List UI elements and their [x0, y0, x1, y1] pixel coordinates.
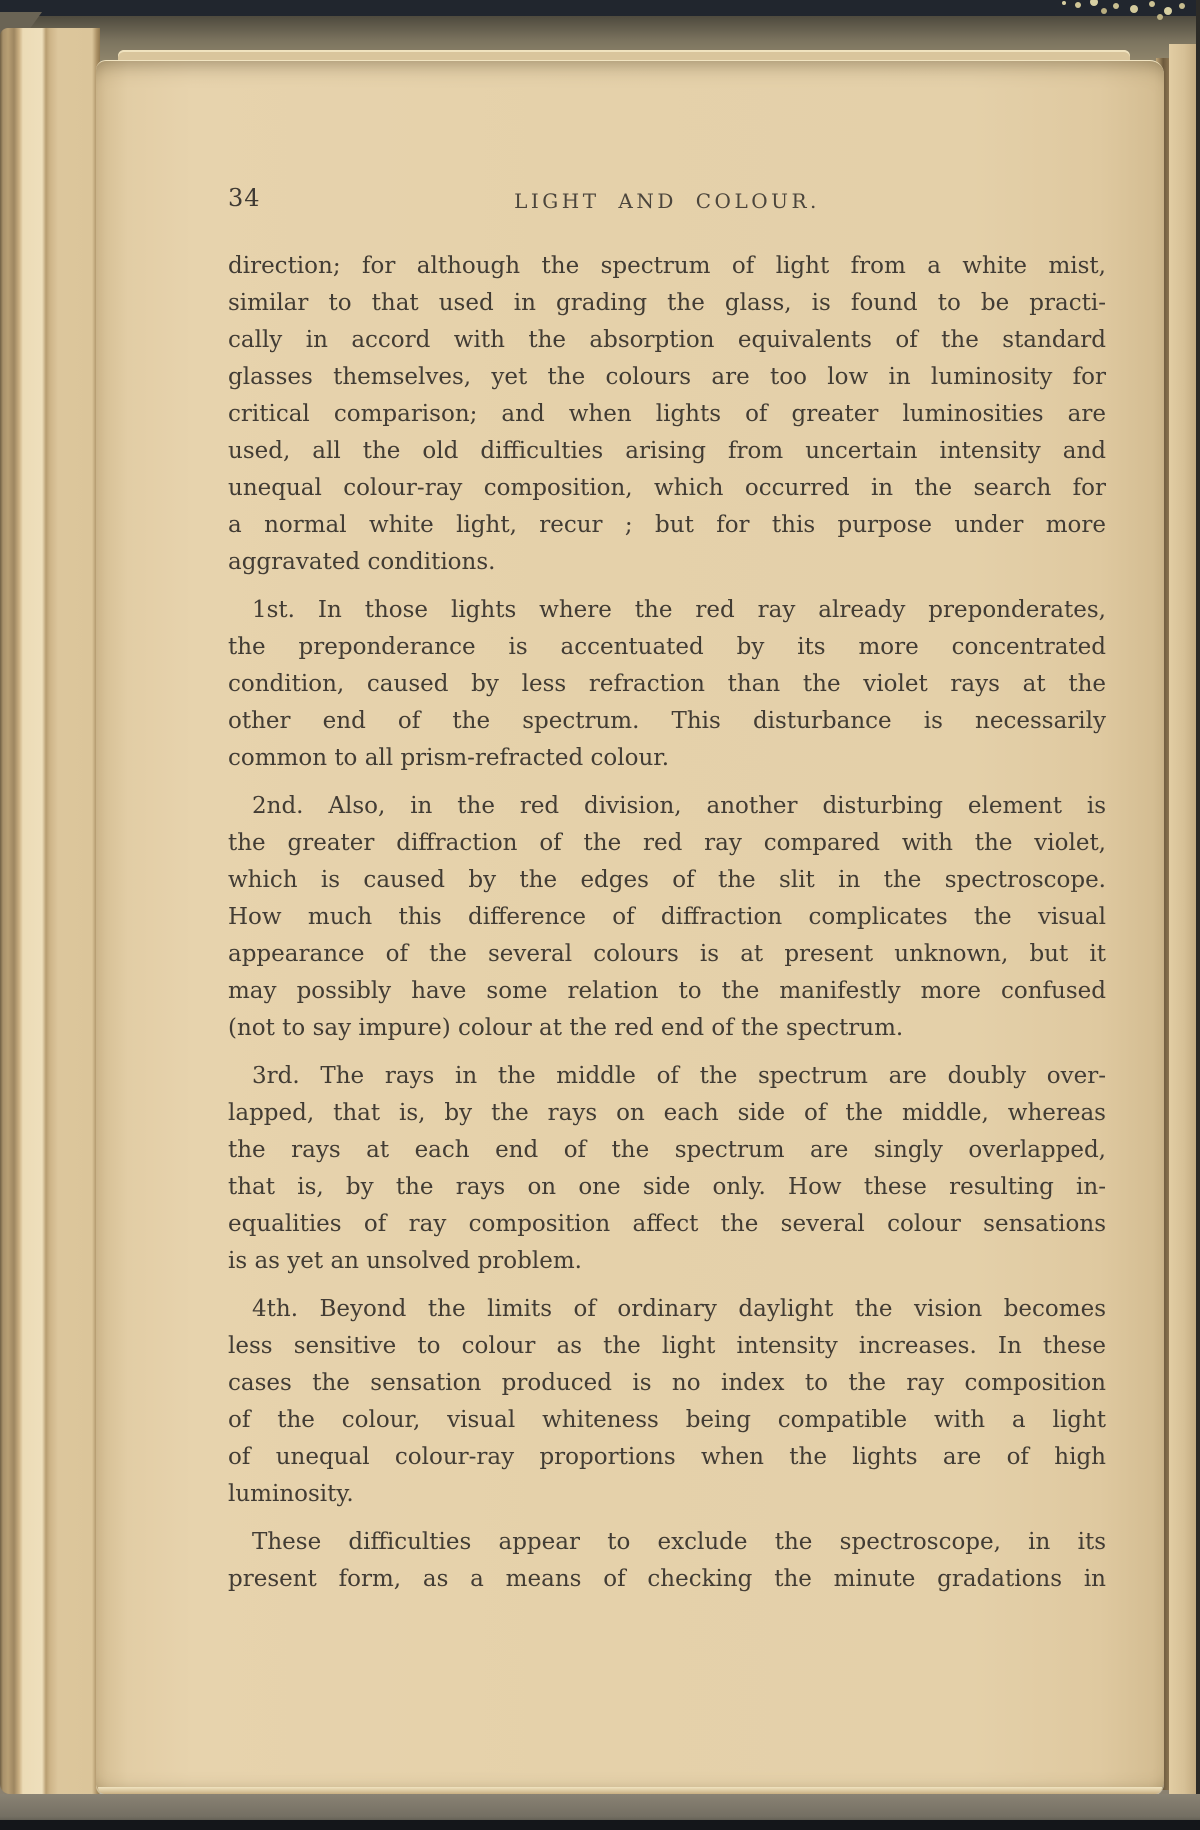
text-line: may possibly have some relation to the manifestly more confused — [228, 978, 1106, 1004]
paragraph — [228, 1058, 1106, 1280]
page-edges-left-stack — [0, 28, 100, 1794]
text-line: equalities of ray composition affect the several colour sensations — [228, 1211, 1106, 1237]
text-line: critical comparison; and when lights of greater luminosities are — [228, 401, 1106, 427]
text-line: the rays at each end of the spectrum are singly overlapped, — [228, 1137, 1106, 1163]
text-line: 3rd. The rays in the middle of the spectrum are doubly over- — [252, 1063, 1106, 1089]
text-line: condition, caused by less refraction than the violet rays at the — [228, 671, 1106, 697]
text-line: of the colour, visual whiteness being compatible with a light — [228, 1407, 1106, 1433]
text-line: luminosity. — [228, 1481, 354, 1507]
text-line: common to all prism-refracted colour. — [228, 745, 670, 771]
book-cover-bottom-edge — [0, 1820, 1200, 1830]
text-line: a normal white light, recur ; but for this purpose under more — [228, 512, 1106, 538]
text-line: the preponderance is accentuated by its more concentrated — [228, 634, 1106, 660]
paragraph — [228, 788, 1106, 1047]
text-line: of unequal colour-ray proportions when the lights are of high — [228, 1444, 1106, 1470]
text-line: cases the sensation produced is no index to the ray composition — [228, 1370, 1106, 1396]
text-line: aggravated conditions. — [228, 549, 496, 575]
text-line: cally in accord with the absorption equivalents of the standard — [228, 327, 1106, 353]
text-line: These difficulties appear to exclude the spectroscope, in its — [252, 1529, 1106, 1555]
text-line: unequal colour-ray composition, which occurred in the search for — [228, 475, 1106, 501]
text-line: 1st. In those lights where the red ray already preponderates, — [252, 597, 1106, 623]
text-line: the greater diffraction of the red ray compared with the violet, — [228, 830, 1106, 856]
page-number: 34 — [228, 184, 261, 212]
text-line: similar to that used in grading the glass, is found to be practi- — [228, 290, 1106, 316]
book-cover-top-edge — [0, 0, 1200, 16]
facing-page-edge — [1169, 44, 1197, 1810]
table-surface-bottom — [0, 1794, 1200, 1822]
text-line: that is, by the rays on one side only. How these resulting in- — [228, 1174, 1106, 1200]
text-line: used, all the old difficulties arising from uncertain intensity and — [228, 438, 1106, 464]
paragraph — [228, 592, 1106, 777]
text-line: which is caused by the edges of the slit in the spectroscope. — [228, 867, 1106, 893]
text-line: other end of the spectrum. This disturbance is necessarily — [228, 708, 1106, 734]
paragraph — [228, 248, 1106, 581]
page-bottom-edge — [98, 1787, 1162, 1794]
text-line: (not to say impure) colour at the red end of the spectrum. — [228, 1015, 904, 1041]
cover-edge-right — [1196, 0, 1200, 1830]
running-header: LIGHT AND COLOUR. — [514, 189, 820, 213]
text-line: 2nd. Also, in the red division, another disturbing element is — [252, 793, 1106, 819]
text-line: lapped, that is, by the rays on each side of the middle, whereas — [228, 1100, 1106, 1126]
paragraph — [228, 1291, 1106, 1513]
text-line: present form, as a means of checking the minute gradations in — [228, 1566, 1106, 1592]
paragraph — [228, 1524, 1106, 1598]
text-line: glasses themselves, yet the colours are too low in luminosity for — [228, 364, 1106, 390]
text-line: is as yet an unsolved problem. — [228, 1248, 582, 1274]
text-line: 4th. Beyond the limits of ordinary daylight the vision becomes — [252, 1296, 1106, 1322]
text-line: less sensitive to colour as the light intensity increases. In these — [228, 1333, 1106, 1359]
cover-dust-specks — [1062, 1, 1066, 5]
text-body — [228, 248, 1106, 1609]
text-line: appearance of the several colours is at present unknown, but it — [228, 941, 1106, 967]
text-line: How much this difference of diffraction complicates the visual — [228, 904, 1106, 930]
text-line: direction; for although the spectrum of light from a white mist, — [228, 253, 1106, 279]
